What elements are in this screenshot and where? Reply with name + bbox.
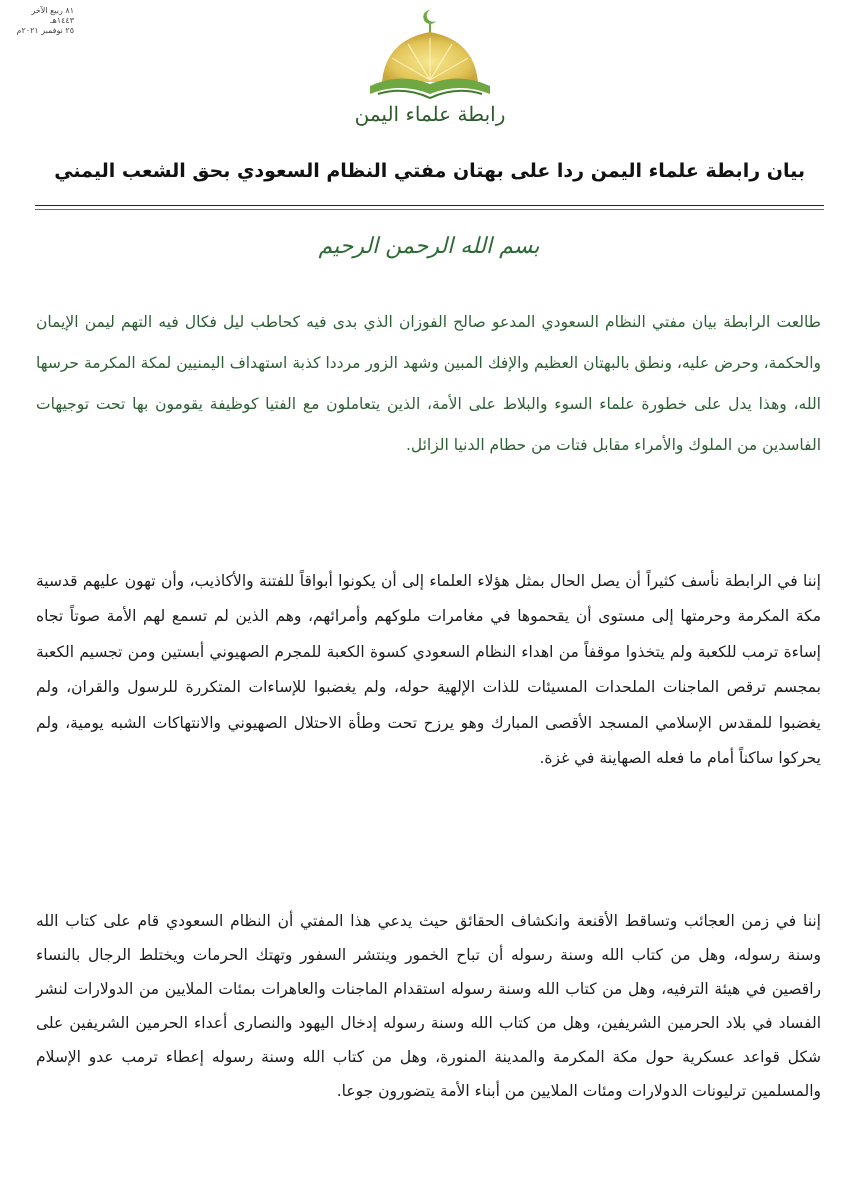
bismillah-calligraphy: بسم الله الرحمن الرحيم xyxy=(318,234,540,259)
title-divider-thin xyxy=(35,209,824,210)
logo-caption: رابطة علماء اليمن xyxy=(354,102,506,126)
date-gregorian: ٢٥ نوفمبر ٢٠٢١م xyxy=(16,26,74,35)
body-paragraph-2: إننا في زمن العجائب وتساقط الأقنعة وانكشاف الحقائق حيث يدعي هذا المفتي أن النظام السعودي قام على كتاب الله وسنة رسوله، وهل من كتاب الله وسنة رسوله أن تباح الخمور وينتشر السفور وتهتك الحرمات ويختلط الرجال بالنساء راقصين في هيئة الترفيه، وهل من كتاب الله وسنة رسوله استقدام الماجنات والعاهرات بمئات الملايين من الدولارات لنشر الفساد في بلاد الحرمين الشريفين، وهل من كتاب الله وسنة رسوله إدخال اليهود والنصارى أعداء الحرمين الشريفين على شكل قواعد عسكرية حول مكة المكرمة والمدينة المنورة، وهل من كتاب الله وسنة رسوله إعطاء ترمب عدو الإسلام والمسلمين ترليونات الدولارات ومئات الملايين من أبناء الأمة يتضورون جوعا. xyxy=(36,912,821,1100)
dome-emblem-icon xyxy=(330,2,530,107)
document-title: بيان رابطة علماء اليمن ردا على بهتان مفتي النظام السعودي بحق الشعب اليمني xyxy=(54,160,805,182)
date-hijri: ٨١ ربيع الآخر ١٤٤٣هـ xyxy=(31,6,74,25)
organization-logo xyxy=(330,2,530,142)
body-paragraph-1: إننا في الرابطة نأسف كثيراً أن يصل الحال بمثل هؤلاء العلماء إلى أن يكونوا أبواقاً للفتنة والأكاذيب، وأن تهون عليهم قدسية مكة المكرمة وحرمتها إلى مستوى أن يقحموها في مغامرات ملوكهم وأمرائهم، وهم الذين لم تسمع لهم الأمة صوتاً تجاه إساءة ترمب للكعبة ولم يتخذوا موقفاً من اهداء النظام السعودي كسوة الكعبة للمجرم الصهيوني أبستين ومن تجسيم الكعبة بمجسم ترقص الماجنات الملحدات المسيئات للذات الإلهية حوله، ولم يغضبوا للإساءات المتكررة للرسول والقران، ولم يغضبوا للمقدس الإسلامي المسجد الأقصى المبارك وهو يرزح تحت وطأة الاحتلال الصهيوني والانتهاكات الشبه يومية، ولم يحركوا ساكناً أمام ما فعله الصهاينة في غزة. xyxy=(36,572,821,768)
intro-paragraph: طالعت الرابطة بيان مفتي النظام السعودي المدعو صالح الفوزان الذي بدى فيه كحاطب ليل فكال فيه التهم ليمن الإيمان والحكمة، وحرض عليه، ونطق بالبهتان العظيم والإفك المبين وشهد الزور مرددا كذبة استهداف اليمنيين لمكة المكرمة حرسها الله، وهذا يدل على خطورة علماء السوء والبلاط على الأمة، الذين يتعاملون مع الفتيا كوظيفة يقومون بها تحت توجيهات الفاسدين من الملوك والأمراء مقابل فتات من حطام الدنيا الزائل. xyxy=(36,313,821,454)
title-divider xyxy=(35,205,824,206)
crescent-icon xyxy=(423,10,436,24)
date-block xyxy=(14,6,74,36)
